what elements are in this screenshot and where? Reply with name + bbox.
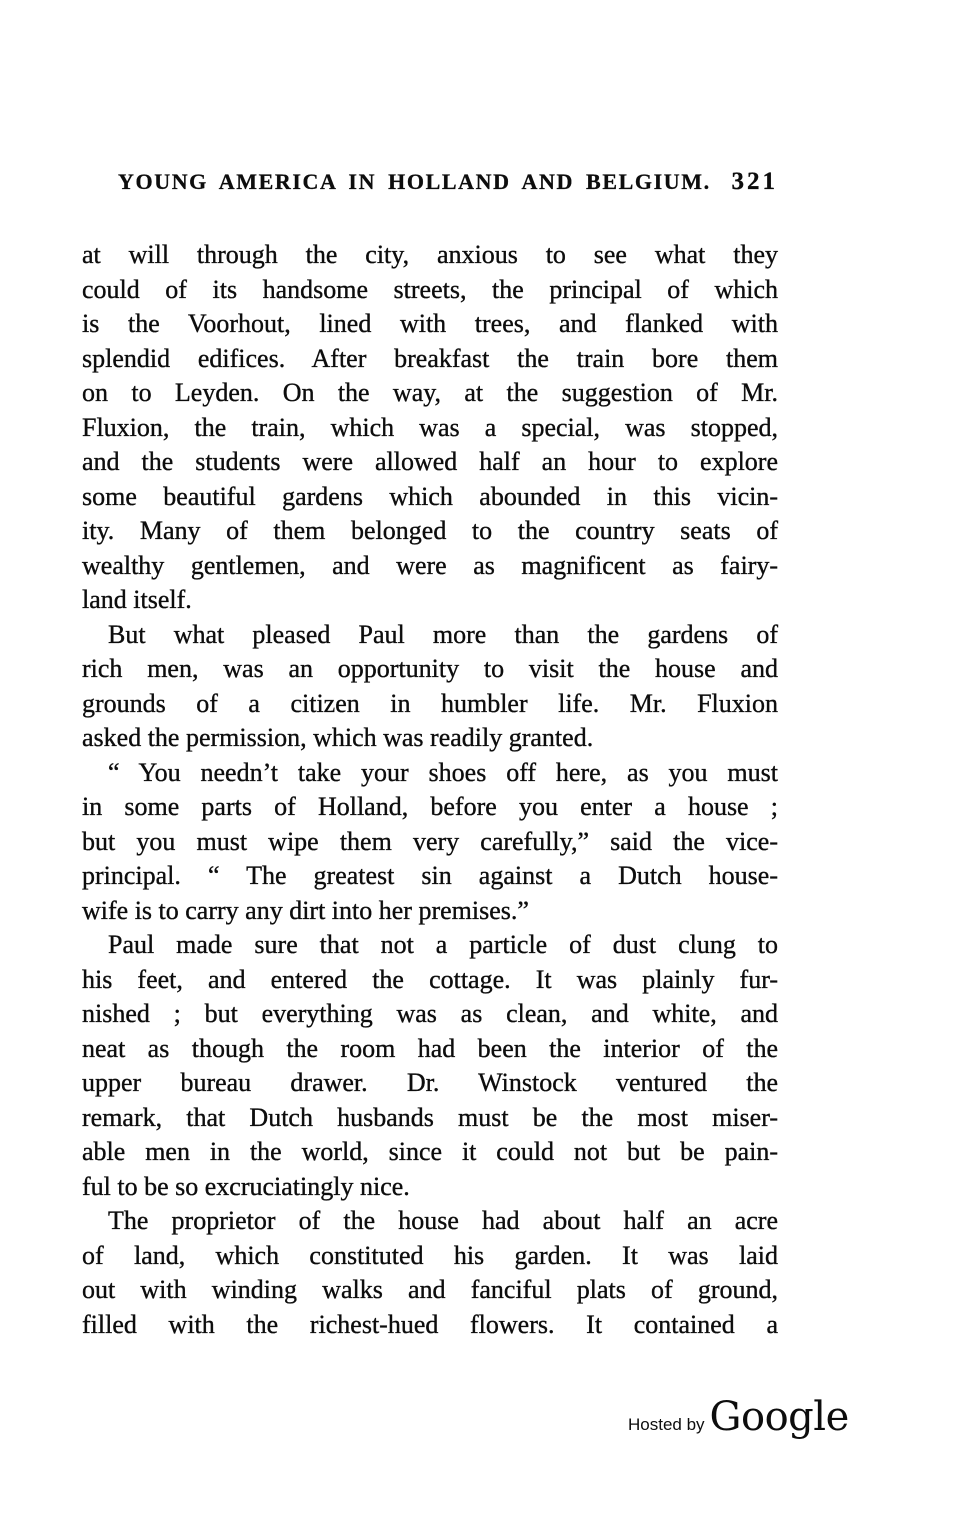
- text-line: remark, that Dutch husbands must be the most miser-: [82, 1102, 778, 1132]
- text-line: rich men, was an opportunity to visit the house and: [82, 654, 778, 683]
- text-line: principal. “ The greatest sin against a Dutch house-: [82, 861, 778, 890]
- body-text: [82, 238, 778, 1342]
- text-line: But what pleased Paul more than the gardens of: [108, 619, 778, 649]
- text-line: able men in the world, since it could not but be pain-: [82, 1137, 778, 1166]
- google-logo: Google: [709, 1394, 849, 1440]
- text-line: nished ; but everything was as clean, and white, and: [82, 999, 778, 1028]
- text-line: but you must wipe them very carefully,” said the vice-: [82, 826, 778, 856]
- text-line: Paul made sure that not a particle of dust clung to: [108, 930, 778, 959]
- footer-watermark: [628, 1394, 849, 1440]
- text-line: filled with the richest-hued flowers. It contained a: [82, 1309, 778, 1339]
- text-line: some beautiful gardens which abounded in this vicin-: [82, 481, 778, 511]
- text-line: wife is to carry any dirt into her premises.”: [82, 895, 529, 925]
- text-line: could of its handsome streets, the principal of which: [82, 274, 778, 304]
- text-line: asked the permission, which was readily granted.: [82, 723, 594, 752]
- paragraph: [82, 238, 778, 618]
- text-line: wealthy gentlemen, and were as magnificent as fairy-: [82, 550, 778, 580]
- paragraph: [82, 928, 778, 1204]
- running-header: [82, 168, 778, 196]
- text-line: ful to be so excruciatingly nice.: [82, 1171, 410, 1201]
- text-line: in some parts of Holland, before you enter a house ;: [82, 792, 778, 821]
- paragraph: [82, 1204, 778, 1342]
- text-line: on to Leyden. On the way, at the suggestion of Mr.: [82, 378, 778, 407]
- text-line: upper bureau drawer. Dr. Winstock ventured the: [82, 1068, 778, 1097]
- text-line: is the Voorhout, lined with trees, and flanked with: [82, 309, 778, 338]
- text-line: at will through the city, anxious to see what they: [82, 240, 778, 269]
- text-line: his feet, and entered the cottage. It was plainly fur-: [82, 964, 778, 994]
- text-line: land itself.: [82, 585, 192, 614]
- running-header-title: YOUNG AMERICA IN HOLLAND AND BELGIUM.: [118, 169, 711, 194]
- text-line: “ You needn’t take your shoes off here, as you must: [108, 757, 778, 787]
- text-line: grounds of a citizen in humbler life. Mr. Fluxion: [82, 688, 778, 718]
- paragraph: [82, 756, 778, 929]
- hosted-by-label: Hosted by: [628, 1415, 705, 1434]
- text-line: The proprietor of the house had about half an acre: [108, 1206, 778, 1235]
- text-line: neat as though the room had been the interior of the: [82, 1033, 778, 1063]
- text-line: splendid edifices. After breakfast the train bore them: [82, 343, 778, 373]
- paragraph: [82, 618, 778, 756]
- text-line: Fluxion, the train, which was a special, was stopped,: [82, 412, 778, 442]
- page-number: 321: [731, 168, 778, 195]
- text-line: and the students were allowed half an hour to explore: [82, 447, 778, 476]
- text-line: of land, which constituted his garden. It was laid: [82, 1240, 778, 1270]
- text-line: out with winding walks and fanciful plats of ground,: [82, 1275, 778, 1304]
- text-line: ity. Many of them belonged to the country seats of: [82, 516, 778, 545]
